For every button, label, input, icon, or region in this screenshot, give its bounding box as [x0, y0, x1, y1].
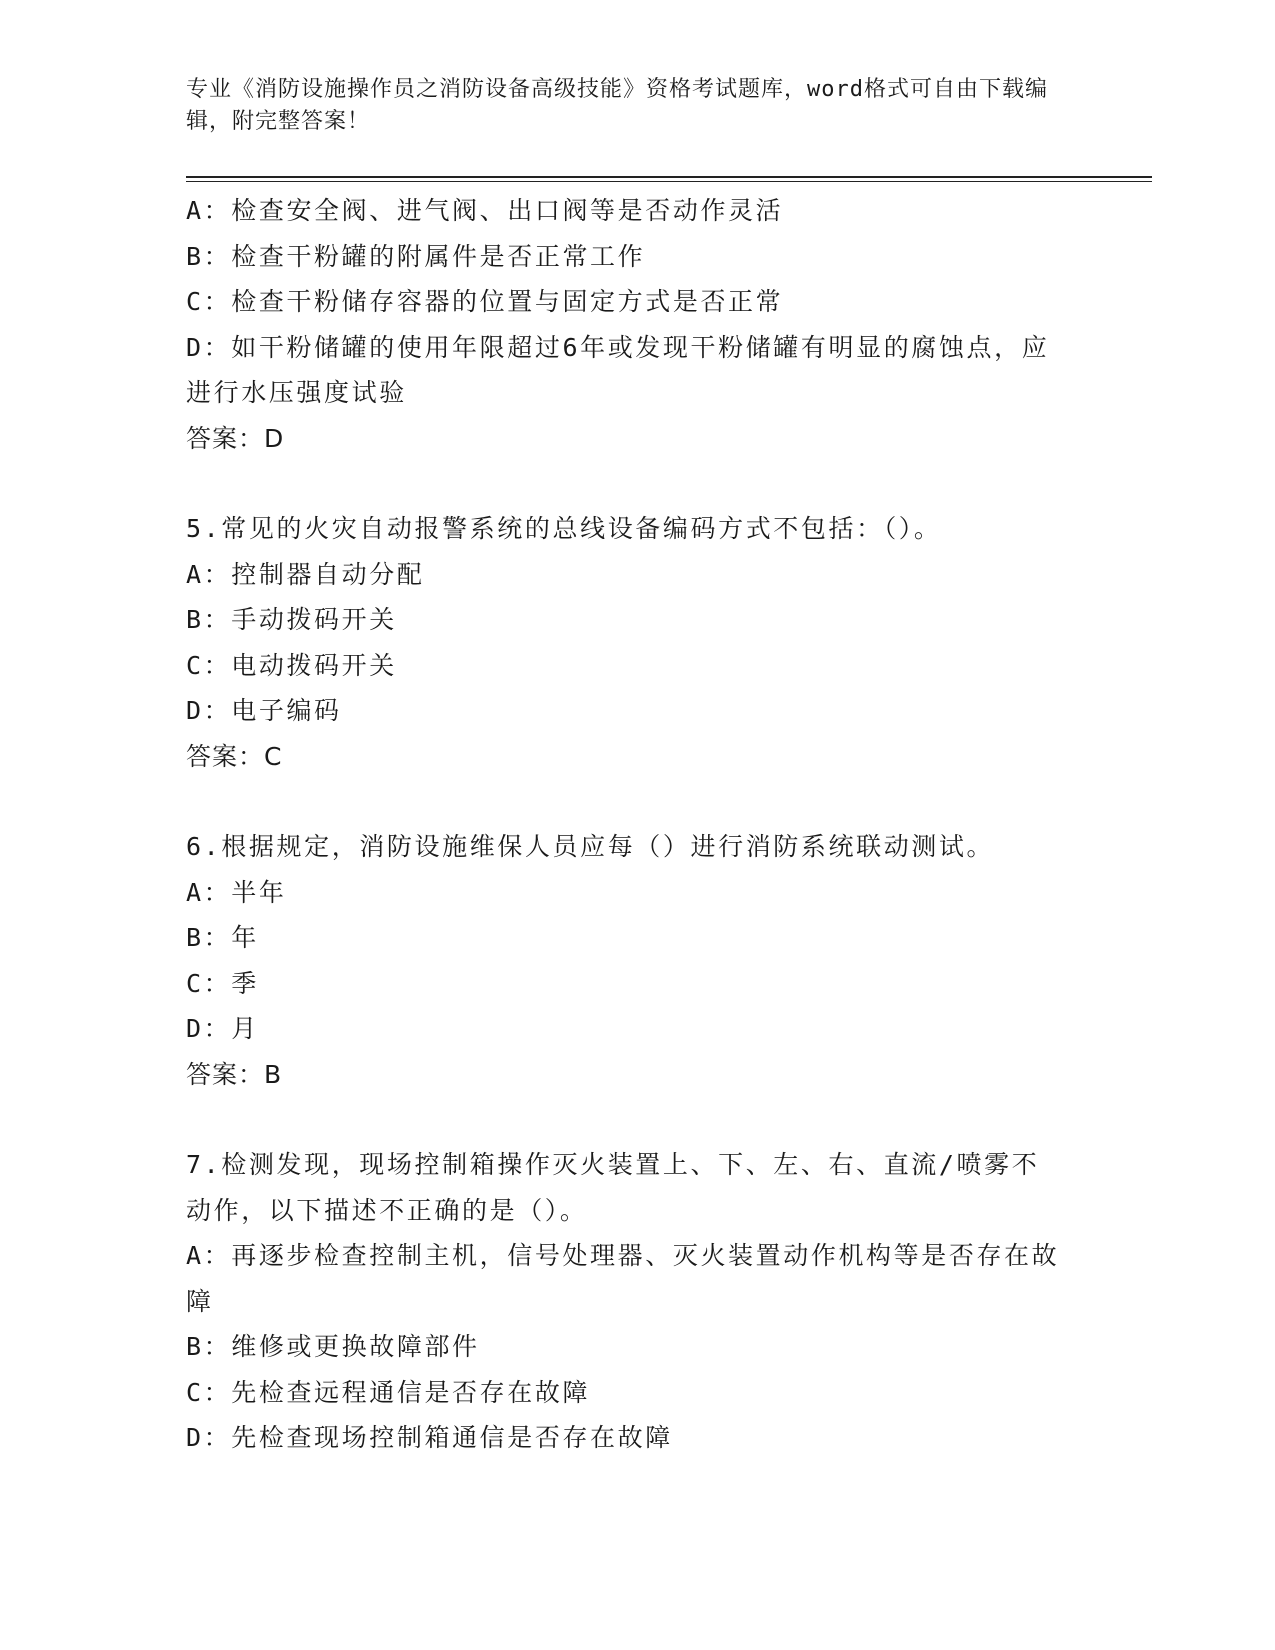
question-stem: 6.根据规定，消防设施维保人员应每（）进行消防系统联动测试。 — [186, 832, 995, 861]
option-b: B：年 — [186, 923, 259, 952]
answer: 答案：D — [186, 423, 285, 453]
header-divider-thin — [186, 181, 1152, 182]
question-7 — [186, 1142, 1066, 1461]
option-c: C：电动拨码开关 — [186, 650, 397, 680]
question-stem: 5.常见的火灾自动报警系统的总线设备编码方式不包括：（）。 — [186, 514, 942, 543]
option-c: C：检查干粉储存容器的位置与固定方式是否正常 — [186, 287, 784, 316]
option-a: A：半年 — [186, 877, 287, 907]
option-b: B：维修或更换故障部件 — [186, 1332, 480, 1361]
question-6 — [186, 824, 1066, 1097]
document-header: 专业《消防设施操作员之消防设备高级技能》资格考试题库，word格式可自由下载编辑，附完整答案！ — [186, 77, 1048, 134]
option-b: B：手动拨码开关 — [186, 605, 397, 634]
question-content — [186, 188, 1066, 1461]
option-a: A：控制器自动分配 — [186, 559, 425, 589]
question-5 — [186, 506, 1066, 779]
answer: 答案：B — [186, 1059, 283, 1089]
option-c: C：先检查远程通信是否存在故障 — [186, 1377, 591, 1407]
option-b: B：检查干粉罐的附属件是否正常工作 — [186, 241, 646, 271]
answer: 答案：C — [186, 741, 283, 771]
option-a: A：检查安全阀、进气阀、出口阀等是否动作灵活 — [186, 196, 784, 225]
option-c: C：季 — [186, 968, 259, 998]
option-d: D：如干粉储罐的使用年限超过6年或发现干粉储罐有明显的腐蚀点，应进行水压强度试验 — [186, 332, 1050, 407]
option-d: D：电子编码 — [186, 696, 342, 725]
option-d: D：先检查现场控制箱通信是否存在故障 — [186, 1423, 673, 1452]
question-stem: 7.检测发现，现场控制箱操作灭火装置上、下、左、右、直流/喷雾不动作，以下描述不正确的是（）。 — [186, 1150, 1040, 1225]
option-d: D：月 — [186, 1014, 259, 1043]
option-a: A：再逐步检查控制主机，信号处理器、灭火装置动作机构等是否存在故障 — [186, 1241, 1060, 1316]
header-divider-thick — [186, 176, 1152, 178]
question-4 — [186, 188, 1066, 461]
